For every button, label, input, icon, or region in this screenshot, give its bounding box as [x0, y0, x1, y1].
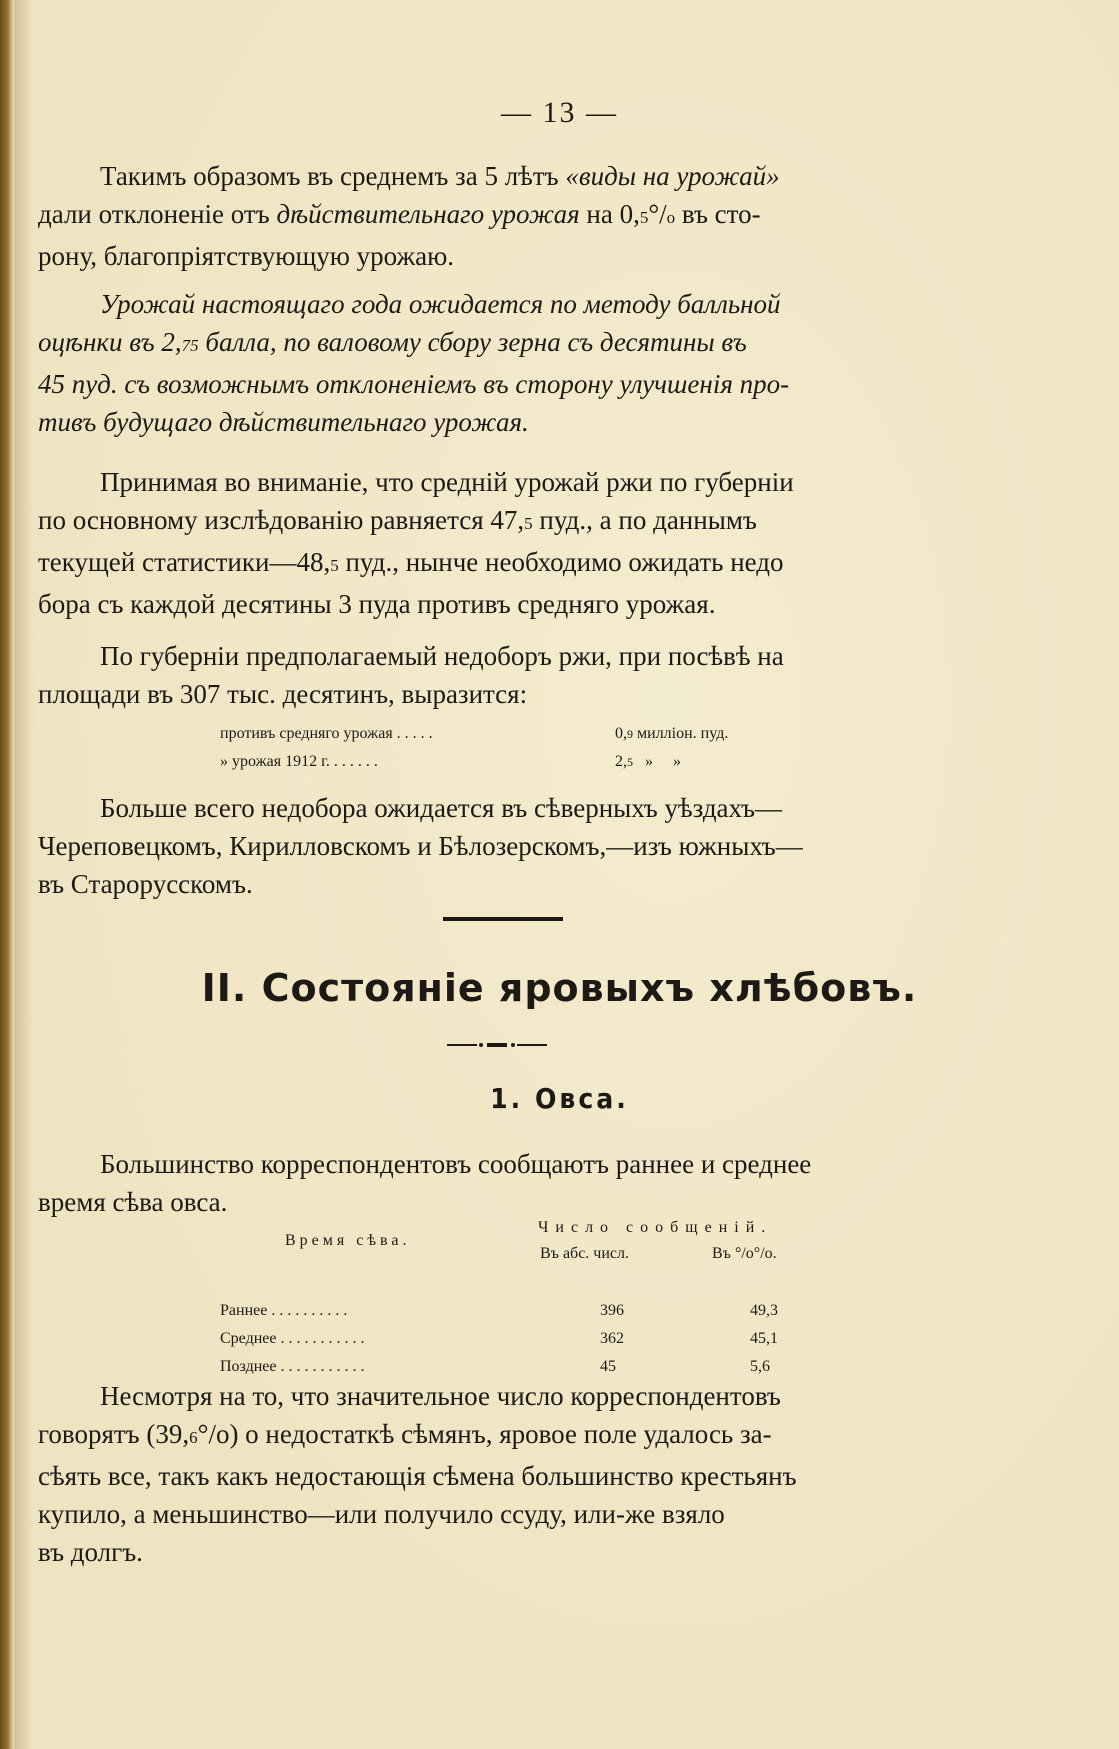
paragraph-line: текущей статистики—48,5 пуд., нынче необходимо ожидать недо [38, 547, 784, 577]
table-row [220, 1325, 840, 1353]
paragraph-average-yield [38, 463, 978, 623]
paragraph-line: Больше всего недобора ожидается въ сѣверныхъ уѣздахъ— [100, 793, 782, 823]
paragraph-line: по основному изслѣдованію равняется 47,5 пуд., а по даннымъ [38, 505, 757, 535]
paragraph-line: оцѣнки въ 2,75 балла, по валовому сбору зерна съ десятины въ [38, 327, 747, 357]
paragraph-summary [38, 157, 978, 275]
paragraph-line: дали отклоненіе отъ дѣйствительнаго урожая на 0,5°/о въ сто- [38, 199, 761, 229]
paragraph-forecast [38, 285, 978, 441]
paragraph-line: въ Старорусскомъ. [38, 869, 253, 899]
paragraph-line: сѣять все, такъ какъ недостающія сѣмена большинство крестьянъ [38, 1461, 797, 1491]
paragraph-line: площади въ 307 тыс. десятинъ, выразится: [38, 679, 528, 709]
paragraph-line: говорятъ (39,6°/о) о недостаткѣ сѣмянъ, яровое поле удалось за- [38, 1419, 772, 1449]
paragraph-regions [38, 789, 978, 903]
table-row [220, 1297, 840, 1325]
table-cell-pct: 5,6 [750, 1358, 770, 1375]
paragraph-line: 45 пуд. съ возможнымъ отклоненіемъ въ сторону улучшенія про- [38, 369, 790, 399]
paragraph-line: Череповецкомъ, Кирилловскомъ и Бѣлозерскомъ,—изъ южныхъ— [38, 831, 803, 861]
table-cell-pct: 49,3 [750, 1302, 778, 1319]
paragraph-seed-shortage [38, 1377, 978, 1571]
table-cell-label: Позднее . . . . . . . . . . . [220, 1358, 365, 1375]
table-cell-label: Среднее . . . . . . . . . . . [220, 1330, 365, 1347]
section-divider-rule [443, 917, 563, 921]
paragraph-line: тивъ будущаго дѣйствительнаго урожая. [38, 407, 529, 437]
table-row [220, 720, 840, 748]
table-cell-label: противъ средняго урожая . . . . . [220, 725, 433, 742]
table-cell-abs: 45 [600, 1358, 616, 1375]
table-cell-value: 0,9 милліон. пуд. [615, 725, 729, 742]
paragraph-deficit-intro [38, 637, 978, 713]
table-cell-value: 2,5 » » [615, 753, 681, 770]
table-header-group: Число сообщеній. [538, 1219, 773, 1236]
section-heading: II. Состояніе яровыхъ хлѣбовъ. [201, 966, 918, 1010]
table-header: Въ абс. числ. [540, 1245, 629, 1262]
table-cell-label: » урожая 1912 г. . . . . . . [220, 753, 378, 770]
paragraph-line: Несмотря на то, что значительное число корреспондентовъ [100, 1381, 781, 1411]
table-cell-abs: 396 [600, 1302, 624, 1319]
paragraph-oats-intro [38, 1145, 978, 1221]
table-cell-label: Раннее . . . . . . . . . . [220, 1302, 348, 1319]
page-number: — 13 — [501, 96, 618, 129]
book-spine [0, 0, 14, 1749]
table-row [220, 748, 840, 776]
table-cell-abs: 362 [600, 1330, 624, 1347]
table-header: Въ °/о°/о. [712, 1245, 777, 1262]
paragraph-line: купило, а меньшинство—или получило ссуду, или-же взяло [38, 1499, 725, 1529]
spine-shadow [14, 0, 34, 1749]
paragraph-line: Принимая во вниманіе, что среднiй урожай ржи по губерніи [100, 467, 794, 497]
ornament-divider [447, 1040, 547, 1050]
subsection-heading: 1. Овса. [490, 1082, 629, 1115]
table-header: Время сѣва. [285, 1232, 411, 1249]
paragraph-line: рону, благопріятствующую урожаю. [38, 241, 455, 271]
table-body [220, 1297, 840, 1381]
paragraph-line: бора съ каждой десятины 3 пуда противъ средняго урожая. [38, 589, 716, 619]
paragraph-line: въ долгъ. [38, 1537, 143, 1567]
paragraph-line: время сѣва овса. [38, 1187, 228, 1217]
paragraph-line: По губерніи предполагаемый недоборъ ржи, при посѣвѣ на [100, 641, 784, 671]
paragraph-line: Большинство корреспондентовъ сообщаютъ раннее и среднее [100, 1149, 812, 1179]
paragraph-line: Урожай настоящаго года ожидается по методу балльной [100, 289, 781, 319]
table-cell-pct: 45,1 [750, 1330, 778, 1347]
paragraph-line: Такимъ образомъ въ среднемъ за 5 лѣтъ «виды на урожай» [100, 161, 780, 191]
deficit-table [220, 720, 840, 776]
